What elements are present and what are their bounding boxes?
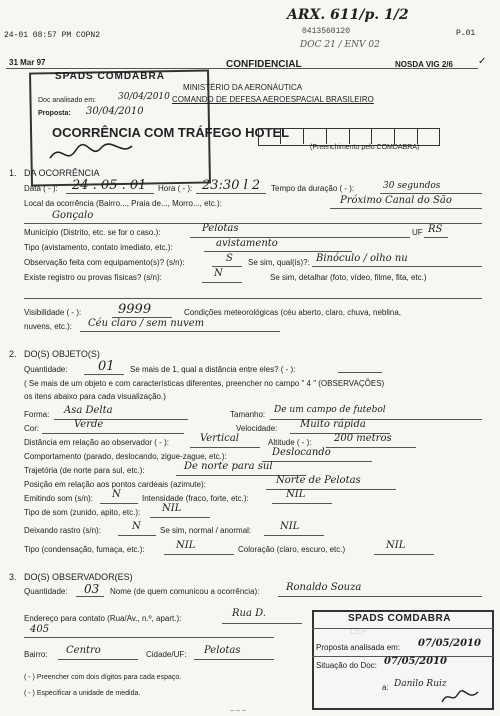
instruction-note-1: ( Se mais de um objeto e com características diferentes, preencher no campo " 4 " (OBSERVAÇÕES) xyxy=(24,379,385,388)
which-value: Binóculo / olho nu xyxy=(316,253,408,264)
sound-type-value: NIL xyxy=(162,503,182,514)
proposal-label: Proposta: xyxy=(38,110,71,117)
coloration-value: NIL xyxy=(386,540,406,551)
analyzed-label: Doc analisado em: xyxy=(38,97,96,104)
city-state-label: Cidade/UF: xyxy=(146,650,187,659)
address-value-2: 405 xyxy=(30,624,50,635)
position-label: Posição em relação aos pontos cardeais (azimute): xyxy=(24,480,206,489)
district-value: Centro xyxy=(66,645,101,656)
duration-value: 30 segundos xyxy=(383,181,441,191)
physical-evidence-label: Existe registro ou provas físicas? (s/n): xyxy=(24,273,162,282)
date-value: 24 . 05 . 01 xyxy=(72,178,147,193)
trajectory-value: De norte para sul xyxy=(184,461,273,472)
sound-label: Emitindo som (s/n): xyxy=(24,494,93,503)
ministry-label: MINISTÉRIO DA AERONÁUTICA xyxy=(183,83,303,92)
object-quantity-label: Quantidade: xyxy=(24,365,68,374)
sighting-type-value: avistamento xyxy=(216,238,278,249)
trajectory-label: Trajetória (de norte para sul, etc.): xyxy=(24,466,145,475)
form-date: 31 Mar 97 xyxy=(9,58,46,67)
weather-label: Condições meteorológicas (céu aberto, claro, chuva, neblina, xyxy=(184,308,402,317)
footnote-2: ( - ) Especificar a unidade de medida. xyxy=(24,690,141,697)
page-bottom-mark: ~ ~ ~ xyxy=(230,708,247,715)
sound-value: N xyxy=(112,489,121,500)
size-label: Tamanho: xyxy=(230,410,266,419)
object-quantity-value: 01 xyxy=(98,359,115,374)
detail-label: Se sim, detalhar (foto, vídeo, filme, fita, etc.) xyxy=(270,273,427,282)
section-2-number: 2. xyxy=(9,349,17,359)
trail-type-value: NIL xyxy=(176,540,196,551)
reserved-label: (Preenchimento pelo COMDABRA) xyxy=(310,144,420,151)
behavior-value: Deslocando xyxy=(272,447,331,458)
date-label: Data ( - ): xyxy=(24,184,58,193)
behavior-label: Comportamento (parado, deslocando, zigue-zague, etc.): xyxy=(24,452,227,461)
weather-value: Céu claro / sem nuvem xyxy=(88,318,205,329)
clouds-label: nuvens, etc.): xyxy=(24,322,73,331)
which-label: Se sim, qual(is)?: xyxy=(248,258,310,267)
section-2-heading: DO(S) OBJETO(S) xyxy=(24,349,100,359)
altitude-value: 200 metros xyxy=(334,433,392,444)
analyzed-value: 30/04/2010 xyxy=(118,92,170,102)
city-state-value: Pelotas xyxy=(204,645,241,656)
review-by-value: Danilo Ruiz xyxy=(394,679,447,689)
trail-normal-label: Se sim, normal / anormal: xyxy=(160,526,252,535)
location-value-2: Gonçalo xyxy=(52,210,94,221)
trail-value: N xyxy=(132,521,141,532)
physical-evidence-value: N xyxy=(214,268,223,279)
altitude-label: Altitude ( - ): xyxy=(268,438,312,447)
intensity-label: Intensidade (fraco, forte, etc.): xyxy=(142,494,249,503)
time-label: Hora ( - ): xyxy=(158,184,193,193)
equipment-label: Observação feita com equipamento(s)? (s/n): xyxy=(24,258,185,267)
time-value: 23:30 l 2 xyxy=(202,178,261,193)
observer-distance-value: Vertical xyxy=(200,433,239,444)
city-value: Pelotas xyxy=(202,223,239,234)
shape-label: Forma: xyxy=(24,410,50,419)
archive-ref: ARX. 611/p. 1/2 xyxy=(287,7,409,23)
color-value: Verde xyxy=(74,419,104,430)
review-situation-value: 07/05/2010 xyxy=(384,656,447,667)
location-value-1: Próximo Canal do São xyxy=(340,195,452,206)
section-1-heading: DA OCORRÊNCIA xyxy=(24,168,100,178)
state-value: RS xyxy=(428,224,443,235)
archive-doc: DOC 21 / ENV 02 xyxy=(300,40,380,50)
confidential-label: CONFIDENCIAL xyxy=(226,59,302,70)
review-by-label: a: xyxy=(382,683,389,692)
review-signature-icon xyxy=(440,688,480,706)
district-label: Bairro: xyxy=(24,650,48,659)
address-value: Rua D. xyxy=(232,608,266,619)
speed-value: Muito rápida xyxy=(300,419,366,430)
reporter-name-value: Ronaldo Souza xyxy=(286,582,362,593)
review-proposal-label: Proposta analisada em: xyxy=(316,643,401,652)
signature-icon xyxy=(46,138,136,168)
section-3-number: 3. xyxy=(9,572,17,582)
equipment-value: S xyxy=(226,253,233,264)
stamp-org: SPADS COMDABRA xyxy=(55,71,165,82)
proposal-value: 30/04/2010 xyxy=(86,106,144,117)
trail-type-label: Tipo (condensação, fumaça, etc.): xyxy=(24,545,145,554)
sound-type-label: Tipo de som (zunido, apito, etc.): xyxy=(24,508,141,517)
footnote-1: ( - ) Preencher com dois dígitos para cada espaço. xyxy=(24,674,182,681)
address-label: Endereço para contato (Rua/Av., n.º, apart.): xyxy=(24,614,182,623)
check-mark: ✓ xyxy=(478,56,487,67)
form-code: NOSDA VIG 2/6 xyxy=(395,60,453,69)
instruction-note-2: os itens abaixo para cada visualização.) xyxy=(24,392,166,401)
trail-label: Deixando rastro (s/n): xyxy=(24,526,101,535)
review-situation-label: Situação do Doc: xyxy=(316,661,377,670)
sighting-type-label: Tipo (avistamento, contato imediato, etc.): xyxy=(24,243,173,252)
visibility-label: Visibilidade ( - ): xyxy=(24,308,82,317)
fax-phone: 0413560120 xyxy=(302,27,351,36)
color-label: Cor: xyxy=(24,424,40,433)
distance-between-label: Se mais de 1, qual a distância entre eles? ( - ): xyxy=(130,365,296,374)
speed-label: Velocidade: xyxy=(236,424,278,433)
position-value: Norte de Pelotas xyxy=(276,475,361,486)
fax-page: P.01 xyxy=(456,29,476,38)
observer-distance-label: Distância em relação ao observador ( - ): xyxy=(24,438,169,447)
location-label: Local da ocorrência (Bairro..., Praia de..., Morro..., etc.): xyxy=(24,199,222,208)
intensity-value: NIL xyxy=(286,489,306,500)
coloration-label: Coloração (claro, escuro, etc.) xyxy=(238,545,346,554)
observer-quantity-value: 03 xyxy=(84,582,100,596)
reporter-name-label: Nome (de quem comunicou a ocorrência): xyxy=(110,587,260,596)
review-proposal-value: 07/05/2010 xyxy=(418,638,481,649)
section-3-heading: DO(S) OBSERVADOR(ES) xyxy=(24,572,133,582)
page-title: OCORRÊNCIA COM TRÁFEGO HOTEL xyxy=(52,125,290,140)
section-1-number: 1. xyxy=(9,168,17,178)
fax-header: 24-01 08:57 PM COPN2 xyxy=(4,31,101,40)
shape-value: Asa Delta xyxy=(64,405,113,416)
size-value: De um campo de futebol xyxy=(274,405,386,415)
duration-label: Tempo da duração ( - ): xyxy=(271,184,355,193)
city-label: Município (Distrito, etc. se for o caso.): xyxy=(24,228,161,237)
state-label: UF xyxy=(412,228,423,237)
trail-normal-value: NIL xyxy=(280,521,300,532)
command-label: COMANDO DE DEFESA AEROESPACIAL BRASILEIRO xyxy=(172,95,374,104)
visibility-value: 9999 xyxy=(118,302,152,317)
observer-quantity-label: Quantidade: xyxy=(24,587,68,596)
review-stamp-org: SPADS COMDABRA xyxy=(348,613,451,624)
